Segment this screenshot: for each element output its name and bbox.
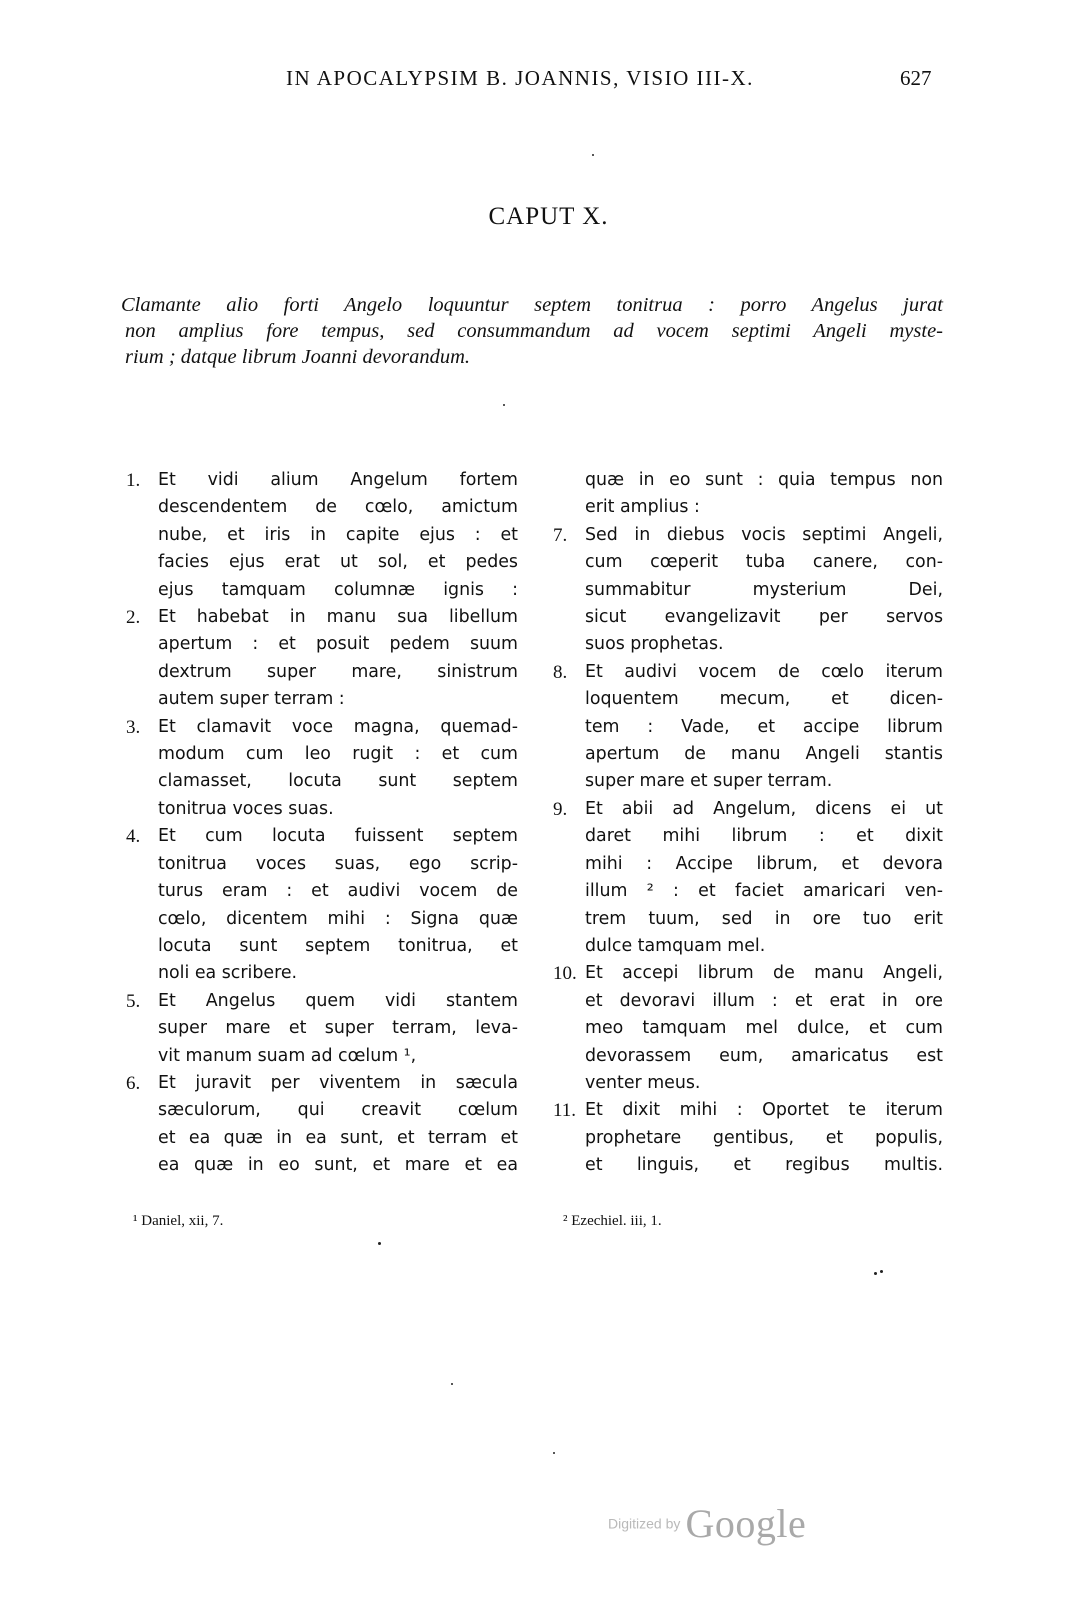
verse-number: 9.: [553, 798, 568, 820]
chapter-title: CAPUT X.: [488, 203, 609, 230]
verse-line: Et Angelus quem vidi stantem: [158, 990, 518, 1011]
verse-8: [553, 659, 943, 796]
verse-line: vit manum suam ad cœlum ¹,: [158, 1045, 417, 1066]
verse-line: Et dixit mihi : Oportet te iterum: [585, 1100, 943, 1121]
scan-speck: [503, 404, 505, 406]
verse-line: cœlo, dicentem mihi : Signa quæ: [158, 908, 518, 929]
verse-line: turus eram : et audivi vocem de: [158, 881, 518, 902]
verse-6-continuation: [553, 467, 943, 522]
watermark-prefix: Digitized by: [608, 1515, 681, 1532]
verse-line: nube, et iris in capite ejus : et: [158, 524, 518, 545]
verse-line: Et audivi vocem de cœlo iterum: [585, 661, 943, 682]
verse-number: 7.: [553, 524, 568, 546]
scan-speck: [874, 1272, 877, 1275]
verse-line: venter meus.: [585, 1072, 701, 1093]
verse-5: [126, 988, 518, 1070]
verse-line: ea quæ in eo sunt, et mare et ea: [158, 1155, 518, 1176]
verse-line: tem : Vade, et accipe librum: [585, 716, 943, 737]
verse-line: et linguis, et regibus multis.: [585, 1155, 943, 1176]
verse-line: super mare et super terram.: [585, 771, 833, 792]
page-number: 627: [900, 66, 932, 90]
verse-line: Et cum locuta fuissent septem: [158, 826, 518, 847]
verse-line: suos prophetas.: [585, 634, 724, 655]
verse-line: dulce tamquam mel.: [585, 935, 766, 956]
verse-number: 1.: [126, 470, 141, 491]
verse-line: dextrum super mare, sinistrum: [158, 661, 518, 682]
verse-line: daret mihi librum : et dixit: [585, 826, 943, 847]
scan-speck: [553, 1452, 555, 1454]
verse-line: tonitrua voces suas.: [158, 798, 334, 819]
verse-line: prophetare gentibus, et populis,: [585, 1127, 943, 1148]
verse-line: facies ejus erat ut sol, et pedes: [158, 552, 518, 573]
verse-line: Et habebat in manu sua libellum: [158, 607, 518, 628]
summary-line: rium ; datque librum Joanni devorandum.: [125, 346, 471, 368]
verse-3: [126, 714, 518, 824]
google-logo: Google: [685, 1501, 807, 1546]
verse-line: Et juravit per viventem in sæcula: [158, 1072, 518, 1093]
verse-line: et ea quæ in ea sunt, et terram et: [158, 1127, 518, 1148]
summary-line: Clamante alio forti Angelo loquuntur septem tonitrua : porro Angelus jurat: [121, 294, 943, 316]
verse-line: apertum de manu Angeli stantis: [585, 744, 943, 765]
verse-line: clamasset, locuta sunt septem: [158, 771, 518, 792]
verse-line: sicut evangelizavit per servos: [585, 607, 943, 628]
scan-speck: [880, 1270, 883, 1273]
verse-line: et devoravi illum : et erat in ore: [585, 990, 943, 1011]
verse-line: mihi : Accipe librum, et devora: [585, 853, 943, 874]
scan-speck: [378, 1242, 381, 1245]
scan-speck: [592, 154, 594, 156]
google-watermark: [608, 1500, 806, 1547]
verse-line: Et vidi alium Angelum fortem: [158, 470, 518, 490]
verse-line: sæculorum, qui creavit cœlum: [158, 1100, 518, 1121]
footnote-1: ¹ Daniel, xii, 7.: [133, 1213, 224, 1229]
verse-line: devorassem eum, amaricatus est: [585, 1045, 943, 1066]
verse-line: loquentem mecum, et dicen-: [585, 689, 943, 710]
right-column: [553, 467, 943, 1180]
verse-line: locuta sunt septem tonitrua, et: [158, 935, 518, 956]
verse-number: 3.: [126, 716, 141, 738]
verse-line: quæ in eo sunt : quia tempus non: [585, 470, 943, 490]
verse-line: autem super terram :: [158, 689, 345, 710]
verse-line: illum ² : et faciet amaricari ven-: [585, 881, 943, 902]
summary-line: non amplius fore tempus, sed consummandum ad vocem septimi Angeli myste-: [125, 320, 943, 342]
footnote-2: ² Ezechiel. iii, 1.: [563, 1213, 662, 1229]
verse-line: cum cœperit tuba canere, con-: [585, 552, 943, 573]
verse-line: tonitrua voces suas, ego scrip-: [158, 853, 518, 874]
chapter-summary: [121, 292, 943, 370]
verse-number: 6.: [126, 1072, 141, 1094]
verse-1: [126, 467, 518, 604]
verse-line: Et clamavit voce magna, quemad-: [158, 716, 518, 737]
verse-4: [126, 823, 518, 987]
verse-number: 2.: [126, 607, 141, 629]
scan-speck: [451, 1383, 453, 1385]
verse-6: [126, 1070, 518, 1180]
verse-line: Et abii ad Angelum, dicens ei ut: [585, 798, 943, 819]
verse-number: 8.: [553, 661, 568, 683]
verse-line: descendentem de cœlo, amictum: [158, 497, 518, 518]
verse-line: Sed in diebus vocis septimi Angeli,: [585, 524, 943, 545]
verse-line: erit amplius :: [585, 497, 700, 518]
verse-10: [553, 960, 943, 1097]
running-title: IN APOCALYPSIM B. JOANNIS, VISIO III-X.: [286, 66, 754, 90]
verse-line: modum cum leo rugit : et cum: [158, 744, 518, 765]
verse-7: [553, 522, 943, 659]
verse-line: Et accepi librum de manu Angeli,: [585, 963, 943, 984]
verse-number: 10.: [553, 963, 577, 985]
verse-line: apertum : et posuit pedem suum: [158, 634, 518, 655]
verse-number: 11.: [553, 1100, 577, 1122]
verse-2: [126, 604, 518, 714]
verse-11: [553, 1097, 943, 1179]
verse-line: ejus tamquam columnæ ignis :: [158, 579, 518, 600]
verse-9: [553, 796, 943, 960]
verse-line: super mare et super terram, leva-: [158, 1018, 518, 1039]
left-column: [126, 467, 518, 1180]
verse-line: summabitur mysterium Dei,: [585, 579, 943, 600]
verse-line: meo tamquam mel dulce, et cum: [585, 1018, 943, 1039]
verse-number: 5.: [126, 990, 141, 1012]
verse-line: noli ea scribere.: [158, 963, 298, 984]
verse-number: 4.: [126, 826, 141, 848]
verse-line: trem tuum, sed in ore tuo erit: [585, 908, 943, 929]
